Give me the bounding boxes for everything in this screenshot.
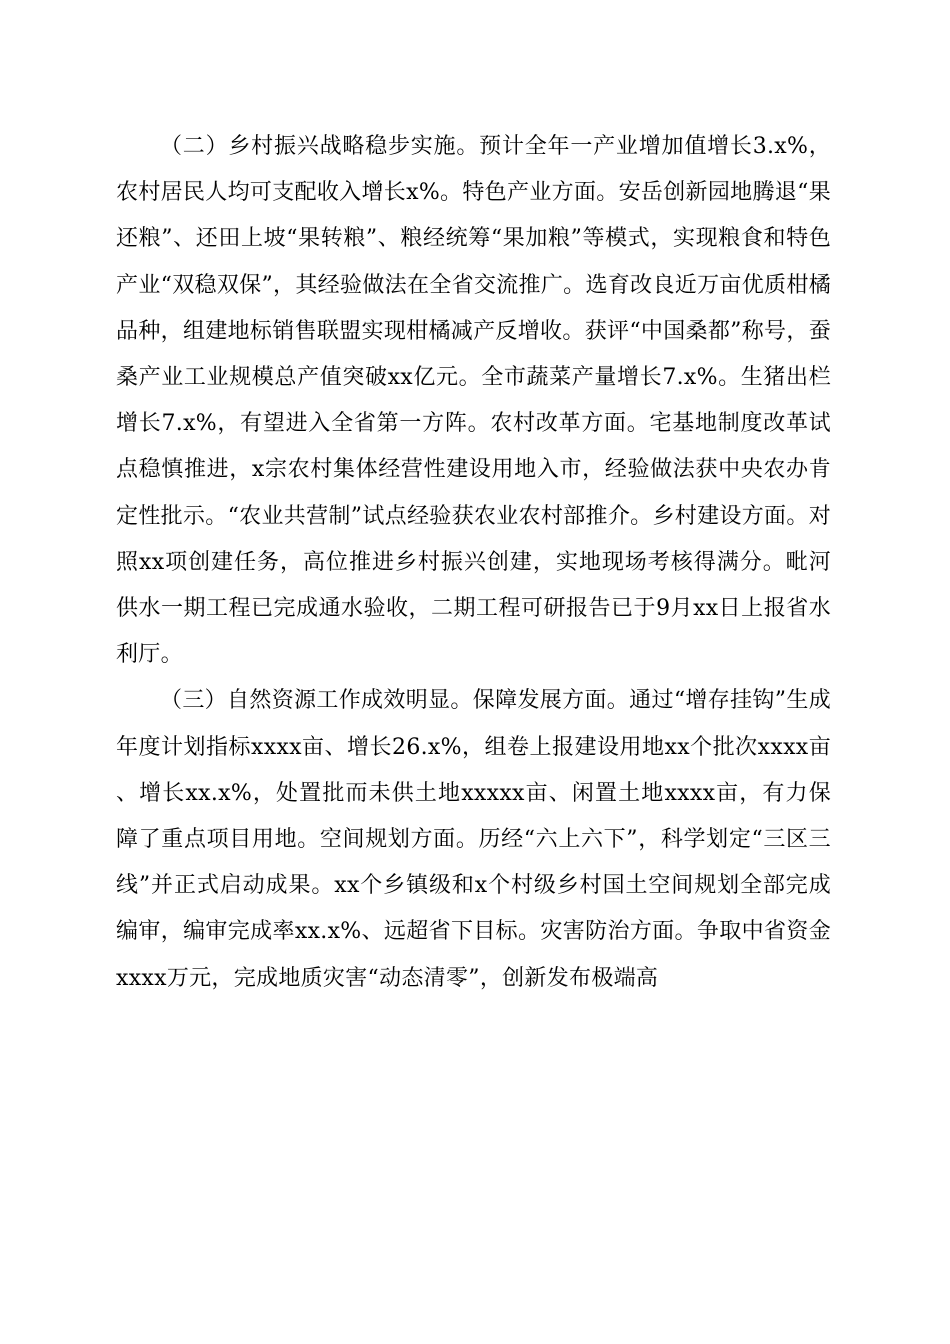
paragraph-heading: （二）乡村振兴战略稳步实施。: [160, 134, 480, 159]
paragraph-body: 预计全年一产业增加值增长3.x%，农村居民人均可支配收入增长x%。特色产业方面。安岳创新园地腾退“果还粮”、还田上坡“果转粮”、粮经统筹“果加粮”等模式，实现粮食和特色产业“双稳双保”，其经验做法在全省交流推广。选育改良近万亩优质柑橘品种，组建地标销售联盟实现柑橘减产反增收。获评“中国桑都”称号，蚕桑产业工业规模总产值突破xx亿元。全市蔬菜产量增长7.x%。生猪出栏增长7.x%，有望进入全省第一方阵。农村改革方面。宅基地制度改革试点稳慎推进，x宗农村集体经营性建设用地入市，经验做法获中央农办肯定性批示。“农业共营制”试点经验获农业农村部推介。乡村建设方面。对照xx项创建任务，高位推进乡村振兴创建，实地现场考核得满分。毗河供水一期工程已完成通水验收，二期工程可研报告已于9月xx日上报省水利厅。: [116, 134, 832, 668]
document-page: [116, 124, 831, 1002]
paragraph-heading: （三）自然资源工作成效明显。: [160, 688, 473, 714]
paragraph-body: 保障发展方面。通过“增存挂钩”生成年度计划指标xxxx亩、增长26.x%，组卷上报建设用地xx个批次xxxx亩、增长xx.x%，处置批而未供土地xxxxx亩、闲置土地xxxx亩，有力保障了重点项目用地。空间规划方面。历经“六上六下”，科学划定“三区三线”并正式启动成果。xx个乡镇级和x个村级乡村国土空间规划全部完成编审，编审完成率xx.x%、远超省下目标。灾害防治方面。争取中省资金xxxx万元，完成地质灾害“动态清零”，创新发布极端高: [116, 688, 831, 991]
paragraph-rural-revitalization: [116, 124, 831, 678]
paragraph-natural-resources: [116, 678, 831, 1001]
